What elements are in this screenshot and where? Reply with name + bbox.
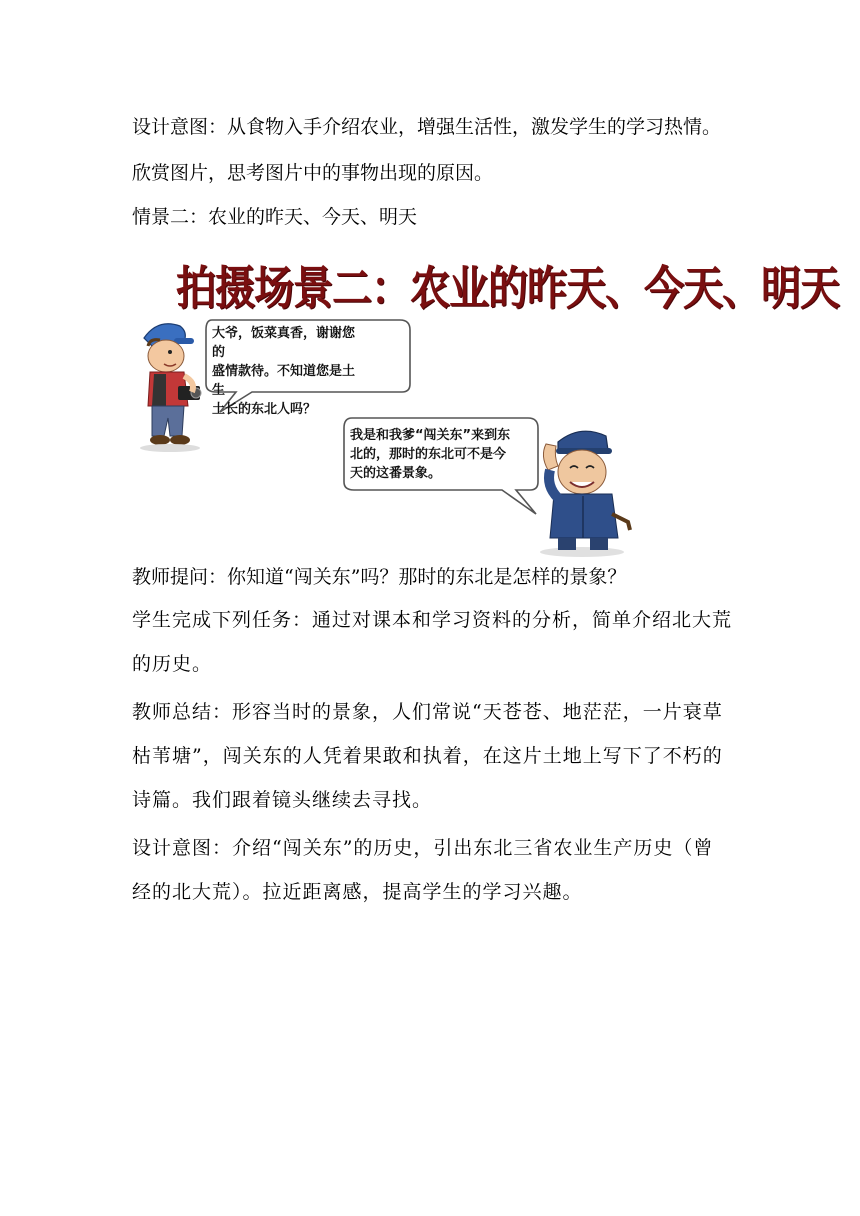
teacher-summary-paragraph: 教师总结：形容当时的景象，人们常说“天苍苍、地茫茫，一片衰草枯苇塘”，闯关东的人凭着果敢和执着，在这片土地上写下了不朽的诗篇。我们跟着镜头继续去寻找。	[132, 701, 723, 811]
teacher-question-paragraph: 教师提问：你知道“闯关东”吗？那时的东北是怎样的景象？	[132, 566, 627, 588]
bubble2-line-3: 天的这番景象。	[350, 466, 442, 481]
scene-two-heading: 情景二：农业的昨天、今天、明天	[132, 206, 418, 228]
reporter-speech-text	[212, 324, 358, 419]
bubble1-line-2: 盛情款待。不知道您是土生	[212, 364, 356, 398]
design-intent-paragraph-1: 设计意图：从食物入手介绍农业，增强生活性，激发学生的学习热情。	[132, 116, 722, 138]
illustration-artwork	[130, 246, 650, 560]
old-man-speech-text	[350, 426, 518, 483]
appreciate-pictures-paragraph: 欣赏图片，思考图片中的事物出现的原因。	[132, 162, 494, 184]
scene-two-illustration	[130, 246, 839, 560]
illustration-title: 拍摄场景二：农业的昨天、今天、明天	[176, 262, 839, 316]
bubble2-line-2: 北的，那时的东北可不是今	[350, 447, 507, 462]
student-task-paragraph: 学生完成下列任务：通过对课本和学习资料的分析，简单介绍北大荒的历史。	[132, 609, 733, 675]
design-intent-paragraph-2: 设计意图：介绍“闯关东”的历史，引出东北三省农业生产历史（曾经的北大荒）。拉近距离感，提高学生的学习兴趣。	[132, 837, 714, 903]
old-man-cartoon	[540, 431, 630, 557]
bubble1-line-1: 大爷，饭菜真香，谢谢您的	[212, 326, 356, 360]
bubble2-line-1: 我是和我爹“闯关东”来到东	[350, 428, 511, 443]
reporter-cartoon	[140, 324, 201, 452]
bubble1-line-3: 土长的东北人吗？	[212, 402, 317, 417]
